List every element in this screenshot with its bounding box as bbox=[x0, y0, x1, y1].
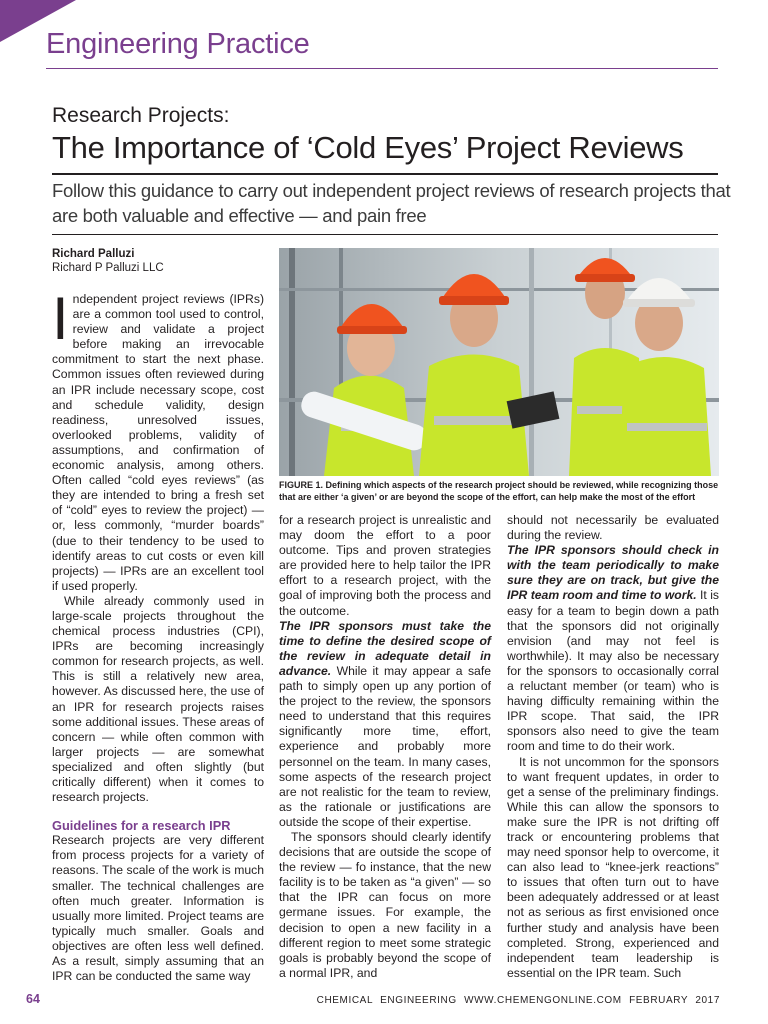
construction-workers-photo bbox=[279, 248, 719, 476]
paragraph bbox=[52, 285, 264, 594]
running-footer: CHEMICAL ENGINEERING WWW.CHEMENGONLINE.COM FEBRUARY 2017 bbox=[316, 995, 720, 1006]
section-title: Engineering Practice bbox=[46, 28, 310, 60]
column-3 bbox=[507, 513, 719, 981]
emphasis-lead: The IPR sponsors should check in with the team periodically to make sure they are on track, but give the IPR team room and time to work. bbox=[507, 543, 719, 603]
drop-cap: I bbox=[52, 285, 69, 352]
page-number: 64 bbox=[26, 992, 40, 1006]
emphasis-lead: The IPR sponsors must take the time to define the desired scope of the review in adequate detail in advance. bbox=[279, 618, 491, 678]
paragraph: Research projects are very different from process projects for a variety of reasons. The scale of the work is much smaller. The technical challenges are often much greater. Information is usually more limited. Project teams are typically much smaller. Goals and objectives are often less well defined. As a result, simply assuming that an IPR can be conducted the same way bbox=[52, 833, 264, 984]
paragraph: The sponsors should clearly identify decisions that are outside the scope of the review — fo instance, that the new facility is to be taken as “a given” — so that the IPR can focus on more germane issues. For example, the decision to open a new facility in a different region to meet some strategic goals is probably beyond the scope of a normal IPR, and bbox=[279, 829, 491, 980]
paragraph-text: While it may appear a safe path to simply open up any portion of the project to the review, the sponsors need to understand that this requires significantly more time, effort, experience and probably more personnel on the team. In many cases, some aspects of the research project are not realistic for the team to review, as the rationale or justifications are outside the scope of their expertise. bbox=[279, 663, 491, 829]
section-rule bbox=[46, 68, 718, 69]
figure-caption-text: Defining which aspects of the research project should be reviewed, while recognizing those that are either ‘a given’ or are beyond the scope of the effort, can help make the most of the effort bbox=[279, 480, 719, 502]
paragraph bbox=[279, 619, 491, 830]
byline bbox=[52, 247, 164, 275]
figure-photo bbox=[279, 248, 719, 476]
headline-rule bbox=[52, 173, 718, 175]
figure-label: FIGURE 1. bbox=[279, 480, 324, 490]
paragraph bbox=[507, 543, 719, 754]
article-kicker: Research Projects: bbox=[52, 104, 230, 127]
paragraph: While already commonly used in large-scale projects throughout the chemical process industries (CPI), IPRs are becoming increasingly common for research projects, as well. This is still a relatively new area, however. As discussed here, the use of an IPR for research projects raises some additional issues. These areas of concern — while often common with larger projects — are somewhat specialized and often slightly (but critically different) when it comes to research projects. bbox=[52, 593, 264, 805]
subhead: Guidelines for a research IPR bbox=[52, 818, 231, 834]
author-affiliation: Richard P Palluzi LLC bbox=[52, 262, 164, 274]
paragraph: for a research project is unrealistic and may doom the effort to a poor outcome. Tips and proven strategies are provided here to help tailor the IPR effort to a research project, with the goal of improving both the process and the outcome. bbox=[279, 513, 491, 618]
paragraph-text: It is easy for a team to begin down a path that the sponsors did not originally envision (and may not feel is worthwhile). It may also be necessary for the sponsors to occasionally corral a reluctant member (or team) who is having difficulty remaining within the IPR scope. That said, the IPR sponsors also need to give the team room and time to do their work. bbox=[507, 588, 719, 754]
deck-rule bbox=[52, 234, 718, 235]
article-headline: The Importance of ‘Cold Eyes’ Project Reviews bbox=[52, 130, 684, 165]
column-2 bbox=[279, 513, 491, 981]
article-deck: Follow this guidance to carry out independent project reviews of research projects that are both valuable and effective — and pain free bbox=[52, 180, 731, 226]
column-1 bbox=[52, 285, 264, 984]
paragraph: should not necessarily be evaluated during the review. bbox=[507, 513, 719, 543]
author-name: Richard Palluzi bbox=[52, 248, 135, 260]
paragraph-text: ndependent project reviews (IPRs) are a common tool used to control, review and validate a project before making an irrevocable commitment to start the next phase. Common issues often reviewed during an IPR include necessary scope, cost and schedule validity, design readiness, unresolved issues, overlooked problems, validity of assumptions, and confirmation of economic analysis, among others. Often called “cold eyes reviews” (as they are intended to bring a fresh set of “cold” eyes to review the project) — or, less commonly, “murder boards” (due to their tendency to be used to identify areas to cut costs or even kill projects) — IPRs are an excellent tool if used properly. bbox=[52, 292, 264, 593]
paragraph: It is not uncommon for the sponsors to want frequent updates, in order to get a sense of the preliminary findings. While this can allow the sponsors to make sure the IPR is not drifting off track or encountering problems that may need sponsor help to overcome, it can also lead to “knee-jerk reactions” to issues that often turn out to have been adequately addressed or at least not as serious as first envisioned once further study and analysis have been completed. Strong, experienced and independent team leadership is essential on the IPR team. Such bbox=[507, 754, 719, 980]
figure-caption bbox=[279, 480, 719, 503]
